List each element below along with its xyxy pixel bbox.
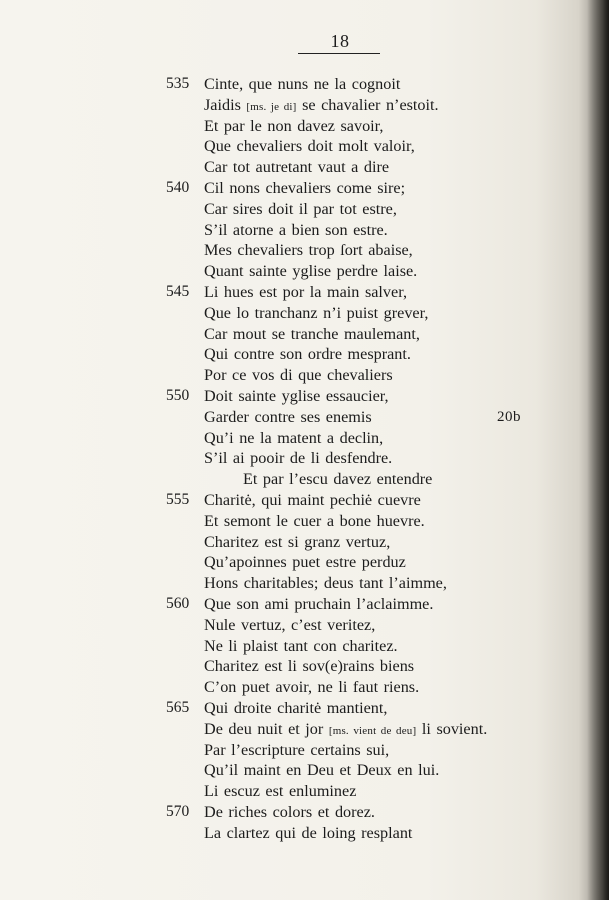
- verse-line: [0, 781, 609, 802]
- verse-text: [204, 365, 393, 386]
- header-rule: [298, 53, 380, 54]
- verse-text: [204, 552, 406, 573]
- verse-segment: Nule vertuz, c’est veritez,: [204, 615, 376, 634]
- verse-segment: S’il ai pooir de li desfendre.: [204, 449, 393, 468]
- verse-line: [0, 490, 609, 511]
- verse-segment: Car sires doit il par tot estre,: [204, 199, 397, 218]
- verse-segment: Cil nons chevaliers come sire;: [204, 178, 406, 197]
- verse-line: [0, 136, 609, 157]
- verse-segment: Car mout se tranche maulemant,: [204, 324, 420, 343]
- verse-text: [204, 677, 419, 698]
- verse-text: [204, 199, 397, 220]
- verse-line: [0, 178, 609, 199]
- verse-line: [0, 428, 609, 449]
- verse-line: [0, 261, 609, 282]
- verse-segment: Qu’i ne la matent a declin,: [204, 428, 384, 447]
- verse-segment: Ne li plaist tant con charitez.: [204, 636, 398, 655]
- verse-segment: Et semont le cuer a bone huevre.: [204, 511, 425, 530]
- verse-text: [204, 428, 383, 449]
- verse-text: [204, 719, 487, 742]
- verse-text: [204, 282, 407, 303]
- verse-text: [204, 220, 388, 241]
- verse-segment: Qui droite charitė mantient,: [204, 698, 388, 717]
- verse-line: [0, 802, 609, 823]
- verse-text: [204, 573, 447, 594]
- verse-segment: Doit sainte yglise essaucier,: [204, 386, 389, 405]
- verse-segment: Cinte, que nuns ne la cognoit: [204, 75, 401, 93]
- verse-text: [204, 532, 390, 553]
- verse-text: [204, 344, 411, 365]
- verse-line: [0, 324, 609, 345]
- verse-line: [0, 532, 609, 553]
- verse-text: [204, 116, 383, 137]
- verse-segment: Par l’escripture certains sui,: [204, 740, 390, 759]
- verse-segment: Et par l’escu davez entendre: [243, 470, 433, 489]
- verse-text: [204, 157, 389, 178]
- verse-segment: Charitez est si granz vertuz,: [204, 532, 391, 551]
- verse-segment: C’on puet avoir, ne li faut riens.: [204, 678, 420, 697]
- verse-text: [204, 760, 439, 781]
- verse-segment: De deu nuit et jor: [204, 719, 329, 738]
- verse-segment: Quant sainte yglise perdre laise.: [204, 262, 418, 281]
- verse-line: [0, 552, 609, 573]
- line-number: 550: [166, 386, 190, 404]
- verse-block: [0, 74, 609, 843]
- verse-segment: Que lo tranchanz n’i puist grever,: [204, 303, 429, 322]
- verse-segment: Que son ami pruchain l’aclaimme.: [204, 594, 434, 613]
- page-number: 18: [330, 31, 350, 51]
- verse-segment: se chavalier n’estoit.: [296, 95, 439, 114]
- verse-line: [0, 823, 609, 844]
- verse-line: [0, 303, 609, 324]
- verse-text: [204, 407, 372, 428]
- verse-text: [204, 490, 421, 511]
- verse-line: [0, 573, 609, 594]
- verse-line: [0, 719, 609, 740]
- verse-segment: Que chevaliers doit molt valoir,: [204, 137, 415, 156]
- verse-segment: Qu’apoinnes puet estre perduz: [204, 553, 406, 572]
- verse-line: [0, 511, 609, 532]
- verse-text: [204, 802, 375, 823]
- verse-line: [0, 469, 609, 490]
- line-number: 540: [166, 178, 190, 196]
- manuscript-note: [ms. vient de deu]: [328, 724, 417, 737]
- verse-segment: Li hues est por la main salver,: [204, 282, 407, 301]
- verse-text: [204, 261, 417, 282]
- line-number: 560: [166, 594, 190, 612]
- verse-line: [0, 740, 609, 761]
- verse-text: [204, 178, 405, 199]
- verse-line: [0, 594, 609, 615]
- verse-text: [243, 469, 432, 490]
- verse-segment: Charitez est li sov(e)rains biens: [204, 657, 415, 676]
- verse-line: [0, 344, 609, 365]
- verse-text: [204, 656, 414, 677]
- verse-text: [204, 698, 387, 719]
- verse-segment: Charitė, qui maint pechiė cuevre: [204, 490, 421, 509]
- verse-line: [0, 760, 609, 781]
- verse-line: [0, 74, 609, 95]
- verse-text: [204, 136, 415, 157]
- verse-line: [0, 448, 609, 469]
- verse-text: [204, 615, 375, 636]
- line-number: 570: [166, 802, 190, 820]
- verse-line: [0, 656, 609, 677]
- verse-segment: li sovient.: [416, 719, 488, 738]
- verse-line: [0, 677, 609, 698]
- manuscript-note: [ms. je di]: [246, 100, 297, 113]
- verse-text: [204, 240, 413, 261]
- verse-segment: Mes chevaliers trop ſort abaise,: [204, 241, 413, 260]
- verse-line: [0, 199, 609, 220]
- verse-segment: Et par le non davez savoir,: [204, 116, 384, 135]
- verse-text: [204, 636, 398, 657]
- verse-text: [204, 303, 428, 324]
- verse-line: [0, 365, 609, 386]
- verse-segment: Jaidis: [204, 95, 247, 114]
- verse-segment: De riches colors et dorez.: [204, 802, 375, 821]
- verse-text: [204, 95, 439, 118]
- line-number: 555: [166, 490, 190, 508]
- verse-line: [0, 157, 609, 178]
- verse-text: [204, 74, 400, 95]
- verse-line: [0, 240, 609, 261]
- verse-line: [0, 95, 609, 116]
- verse-segment: Qu’il maint en Deu et Deux en lui.: [204, 761, 440, 780]
- verse-line: [0, 698, 609, 719]
- verse-segment: Por ce vos di que chevaliers: [204, 366, 393, 385]
- verse-text: [204, 386, 389, 407]
- verse-text: [204, 594, 433, 615]
- verse-line: [0, 615, 609, 636]
- line-number: 565: [166, 698, 190, 716]
- verse-segment: La clartez qui de loing resplant: [204, 823, 413, 842]
- verse-text: [204, 781, 356, 802]
- verse-text: [204, 740, 389, 761]
- verse-line: [0, 636, 609, 657]
- verse-line: [0, 407, 609, 428]
- verse-text: [204, 511, 425, 532]
- line-number: 545: [166, 282, 190, 300]
- verse-text: [204, 448, 392, 469]
- verse-line: [0, 282, 609, 303]
- verse-line: [0, 116, 609, 137]
- verse-text: [204, 324, 420, 345]
- folio-marker: 20b: [497, 408, 521, 425]
- verse-segment: Car tot autretant vaut a dire: [204, 158, 390, 177]
- verse-segment: Hons charitables; deus tant l’aimme,: [204, 574, 447, 593]
- verse-text: [204, 823, 412, 844]
- verse-segment: Qui contre son ordre mesprant.: [204, 345, 411, 364]
- verse-segment: Li escuz est enluminez: [204, 782, 357, 801]
- verse-segment: Garder contre ses enemis: [204, 407, 372, 426]
- verse-line: [0, 220, 609, 241]
- verse-segment: S’il atorne a bien son estre.: [204, 220, 388, 239]
- line-number: 535: [166, 75, 190, 92]
- verse-line: [0, 386, 609, 407]
